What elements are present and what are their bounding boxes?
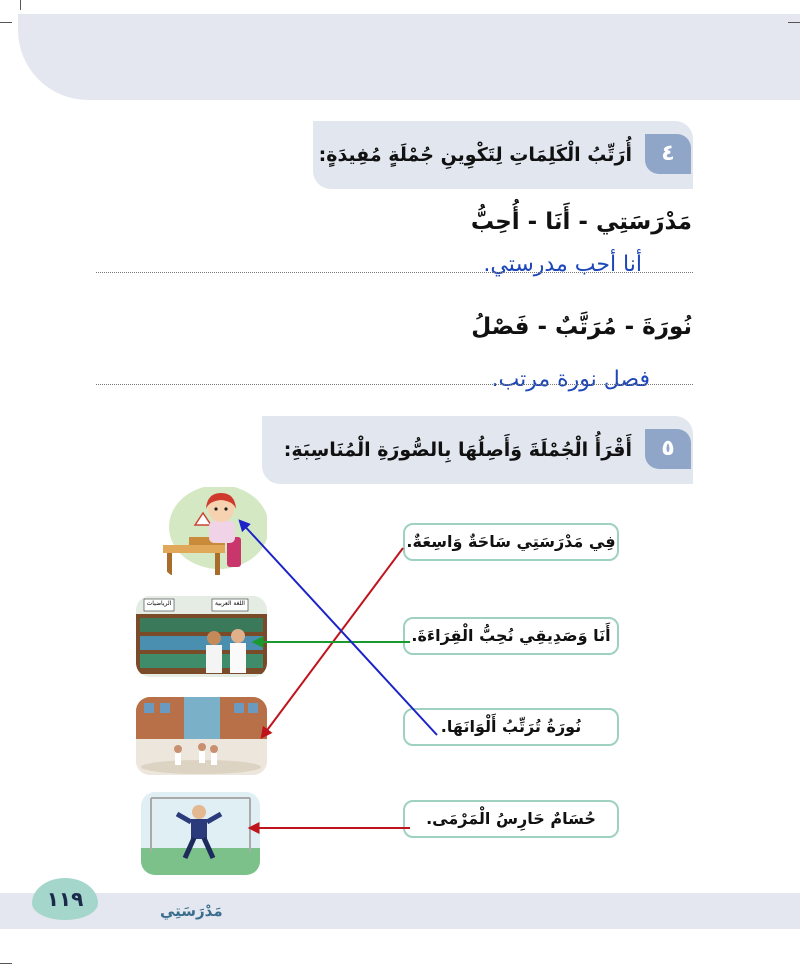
question2-words: نُورَةَ - مُرَتَّبٌ - فَصْلُ [471, 314, 692, 340]
sentence-2-text: أَنَا وَصَدِيقِي نُحِبُّ الْقِرَاءَةَ. [411, 626, 611, 645]
match-line-sentence3-girl [240, 521, 437, 735]
library-sign-math: الرياضيات [146, 600, 172, 607]
sentence-4-text: حُسَامٌ حَارِسُ الْمَرْمَى. [426, 809, 596, 828]
sentence-1-text: فِي مَدْرَسَتِي سَاحَةٌ وَاسِعَةٌ. [406, 532, 616, 551]
section5-title: أَقْرَأُ الْجُمْلَةَ وَأَصِلُهَا بِالصُّورَةِ الْمُنَاسِبَةِ: [283, 439, 632, 461]
section4-title: أُرَتِّبُ الْكَلِمَاتِ لِتَكْوِينِ جُمْلَةٍ مُفِيدَةٍ: [318, 144, 632, 166]
question2-answer[interactable]: فصل نورة مرتب. [491, 367, 650, 392]
page-number: ١١٩ [46, 887, 84, 911]
footer-band [0, 893, 800, 929]
section4-number: ٤ [645, 134, 691, 174]
library-sign-arabic: اللغة العربية [215, 600, 245, 607]
footer-book-title: مَدْرَسَتِي [160, 902, 223, 920]
section5-number: ٥ [645, 429, 691, 469]
question1-words: مَدْرَسَتِي - أَنَا - أُحِبُّ [470, 209, 692, 235]
question1-answer[interactable]: أنا أحب مدرستي. [483, 252, 642, 277]
sentence-3-text: نُورَةُ تُرَتِّبُ أَلْوَانَهَا. [440, 717, 582, 736]
